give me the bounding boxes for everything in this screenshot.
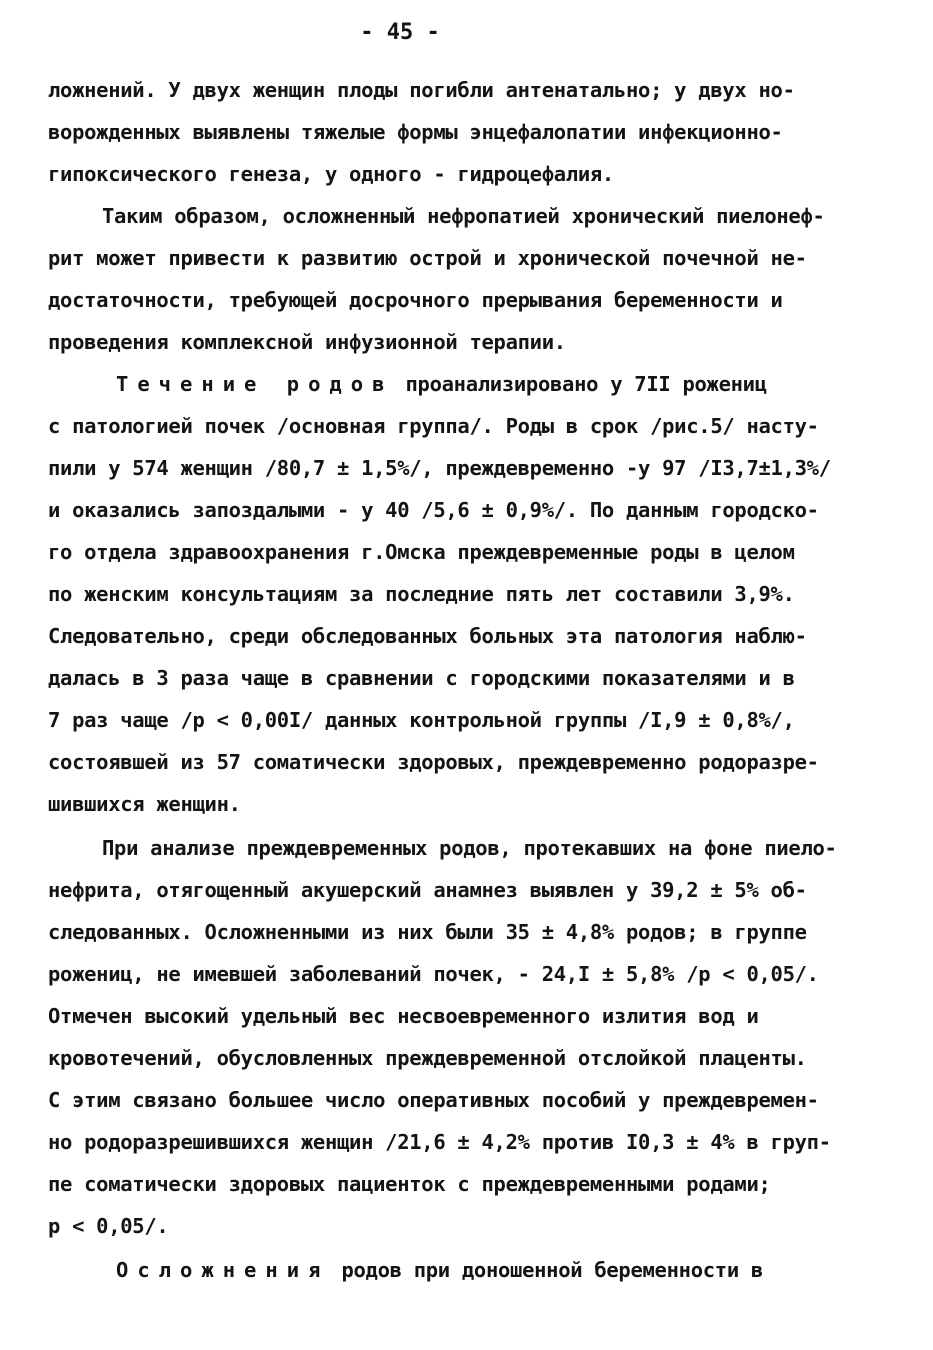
text-line: но родоразрешившихся женщин /21,6 ± 4,2% против I0,3 ± 4% в груп- bbox=[48, 1130, 831, 1154]
text-line: шившихся женщин. bbox=[48, 792, 241, 816]
text-line: ложнений. У двух женщин плоды погибли антенатально; у двух но- bbox=[48, 78, 795, 102]
text-fragment: родов при доношенной беременности в bbox=[341, 1258, 763, 1282]
spaced-heading-labor-course: Течение родов bbox=[116, 372, 394, 396]
text-line: го отдела здравоохранения г.Омска преждевременные роды в целом bbox=[48, 540, 795, 564]
text-line: с патологией почек /основная группа/. Роды в срок /рис.5/ насту- bbox=[48, 414, 819, 438]
text-line: пе соматически здоровых пациенток с преждевременными родами; bbox=[48, 1172, 771, 1196]
text-line: При анализе преждевременных родов, протекавших на фоне пиело- bbox=[102, 836, 837, 860]
page-number: - 45 - bbox=[360, 20, 440, 45]
text-line: по женским консультациям за последние пять лет составили 3,9%. bbox=[48, 582, 795, 606]
text-line: состоявшей из 57 соматически здоровых, преждевременно родоразре- bbox=[48, 750, 819, 774]
text-line: рит может привести к развитию острой и хронической почечной не- bbox=[48, 246, 807, 270]
text-line: 7 раз чаще /р < 0,00I/ данных контрольной группы /I,9 ± 0,8%/, bbox=[48, 708, 795, 732]
text-line: С этим связано большее число оперативных пособий у преждевремен- bbox=[48, 1088, 819, 1112]
text-line: и оказались запоздалыми - у 40 /5,6 ± 0,9%/. По данным городско- bbox=[48, 498, 819, 522]
text-line: проведения комплексной инфузионной терапии. bbox=[48, 330, 566, 354]
paragraph-start bbox=[116, 370, 933, 398]
text-line: Следовательно, среди обследованных больных эта патология наблю- bbox=[48, 624, 807, 648]
paragraph-start bbox=[116, 1256, 933, 1284]
text-line: гипоксического генеза, у одного - гидроцефалия. bbox=[48, 162, 614, 186]
text-line: кровотечений, обусловленных преждевременной отслойкой плаценты. bbox=[48, 1046, 807, 1070]
text-line: пили у 574 женщин /80,7 ± 1,5%/, преждевременно -у 97 /I3,7±1,3%/ bbox=[48, 456, 831, 480]
text-line: ворожденных выявлены тяжелые формы энцефалопатии инфекционно- bbox=[48, 120, 783, 144]
text-line: далась в 3 раза чаще в сравнении с городскими показателями и в bbox=[48, 666, 795, 690]
text-fragment: проанализировано у 7II рожениц bbox=[405, 372, 767, 396]
spaced-heading-complications: Осложнения bbox=[116, 1258, 330, 1282]
text-line: нефрита, отягощенный акушерский анамнез выявлен у 39,2 ± 5% об- bbox=[48, 878, 807, 902]
text-line: рожениц, не имевшей заболеваний почек, - 24,I ± 5,8% /р < 0,05/. bbox=[48, 962, 819, 986]
text-line: Таким образом, осложненный нефропатией хронический пиелонеф- bbox=[102, 204, 825, 228]
text-line: р < 0,05/. bbox=[48, 1214, 169, 1238]
text-line: Отмечен высокий удельный вес несвоевременного излития вод и bbox=[48, 1004, 759, 1028]
text-line: следованных. Осложненными из них были 35 ± 4,8% родов; в группе bbox=[48, 920, 807, 944]
text-line: достаточности, требующей досрочного прерывания беременности и bbox=[48, 288, 783, 312]
